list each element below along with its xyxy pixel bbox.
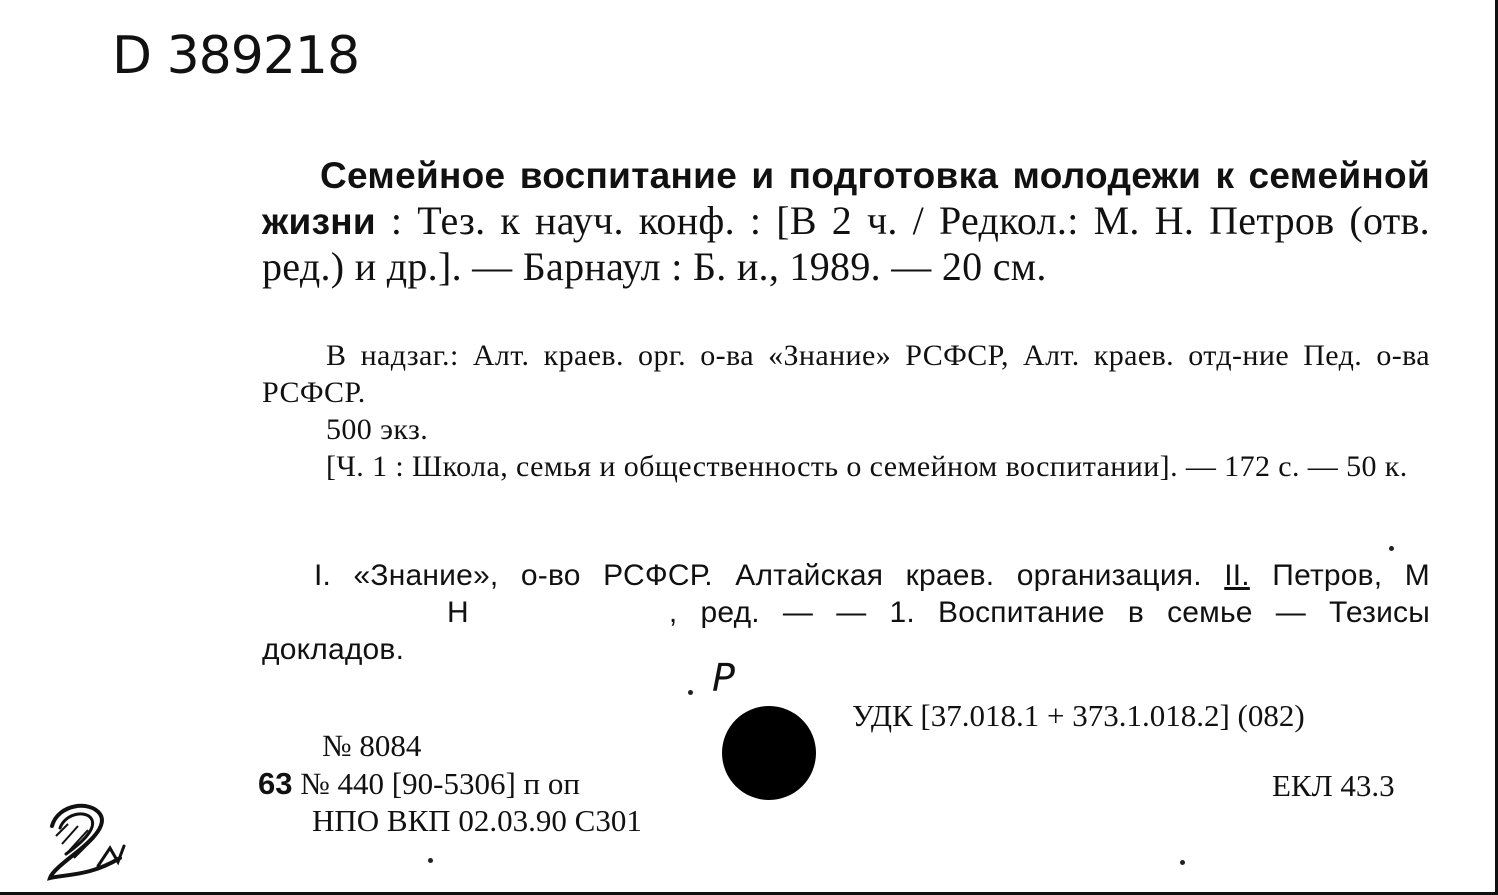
tracing-org: I. «Знание», о-во РСФСР. Алтайская краев. организация. bbox=[314, 559, 1225, 592]
entry-notes bbox=[262, 337, 1430, 485]
handwritten-mark: P bbox=[712, 656, 735, 700]
udk-code: УДК [37.018.1 + 373.1.018.2] (082) bbox=[852, 698, 1305, 733]
speck bbox=[428, 858, 433, 863]
note-part: [Ч. 1 : Школа, семья и общественность о семейном воспитании]. — 172 с. — 50 к. bbox=[326, 450, 1408, 483]
tracing-roman-numeral: II. bbox=[1224, 559, 1250, 592]
bibliographic-entry bbox=[262, 152, 1430, 289]
tracing-subject: , ред. — — 1. Воспитание в семье — Тезисы докладов. bbox=[262, 596, 1430, 666]
order-prefix: 63 bbox=[258, 766, 293, 801]
tracing-editor-initial: Н bbox=[447, 596, 469, 629]
punch-hole-mark bbox=[722, 706, 816, 800]
entry-description: : Тез. к науч. конф. : [В 2 ч. / Редкол.: М. Н. Петров (отв. ред.) и др.]. — Барнаул : Б. и., 1989. — 20 см. bbox=[262, 198, 1430, 289]
tracing-editor: Петров, М bbox=[1249, 559, 1431, 592]
speck bbox=[1180, 860, 1185, 865]
print-info: НПО ВКП 02.03.90 С301 bbox=[312, 803, 642, 838]
speck bbox=[688, 690, 693, 695]
speck bbox=[1389, 546, 1394, 551]
entry-title: Семейное воспитание и подготовка молодежи к семейной жизни bbox=[262, 155, 1430, 242]
tracing-section bbox=[262, 557, 1430, 668]
catalog-number: D 389218 bbox=[112, 26, 360, 86]
handwritten-scribble-icon bbox=[38, 796, 130, 888]
note-copies: 500 экз. bbox=[326, 413, 429, 446]
order-number: № 440 [90-5306] п оп bbox=[292, 766, 580, 801]
note-header: В надзаг.: Алт. краев. орг. о-ва «Знание» РСФСР, Алт. краев. отд-ние Пед. о-ва РСФСР. bbox=[262, 339, 1430, 409]
order-line bbox=[258, 766, 580, 802]
card-number: № 8084 bbox=[322, 728, 422, 763]
ekl-code: ЕКЛ 43.3 bbox=[1272, 768, 1395, 803]
